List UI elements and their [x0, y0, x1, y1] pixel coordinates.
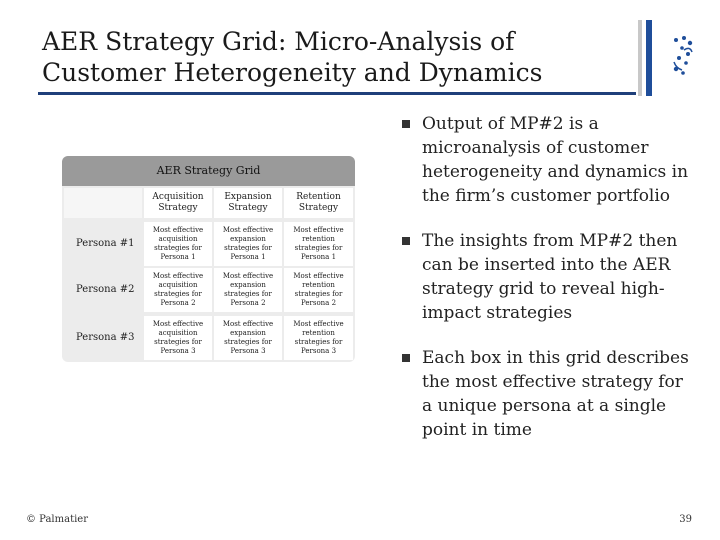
grid-cell: Most effective acquisition strategies for Persona 2 [144, 268, 212, 312]
title-underline [38, 92, 636, 95]
square-bullet-icon [402, 354, 410, 362]
bullet-item [398, 346, 690, 442]
row-label-persona-3: Persona #3 [76, 332, 135, 343]
square-bullet-icon [402, 120, 410, 128]
row-label-persona-1: Persona #1 [76, 238, 135, 249]
column-header-retention: Retention Strategy [284, 188, 353, 218]
palmatier-logo-icon [670, 34, 696, 78]
grid-cell: Most effective acquisition strategies for Persona 1 [144, 222, 212, 266]
square-bullet-icon [402, 237, 410, 245]
grid-title: AER Strategy Grid [62, 156, 355, 186]
bullet-text: Output of MP#2 is a microanalysis of customer heterogeneity and dynamics in the firm’s customer portfolio [422, 114, 689, 206]
grid-cell: Most effective retention strategies for Persona 2 [284, 268, 353, 312]
page-number: 39 [679, 514, 692, 525]
column-header-expansion: Expansion Strategy [214, 188, 282, 218]
footer-credit: © Palmatier [26, 514, 88, 525]
grid-cell: Most effective expansion strategies for Persona 1 [214, 222, 282, 266]
row-label-persona-2: Persona #2 [76, 284, 135, 295]
bullet-item [398, 112, 690, 208]
grid-cell: Most effective expansion strategies for Persona 3 [214, 316, 282, 360]
grid-cell: Most effective expansion strategies for Persona 2 [214, 268, 282, 312]
grid-cell: Most effective acquisition strategies for Persona 3 [144, 316, 212, 360]
bullet-text: Each box in this grid describes the most effective strategy for a unique persona at a single point in time [422, 348, 689, 440]
column-header-acquisition: Acquisition Strategy [144, 188, 212, 218]
bullet-list [398, 112, 690, 463]
slide-title: AER Strategy Grid: Micro-Analysis of Customer Heterogeneity and Dynamics [42, 27, 543, 87]
logo-bar-grey [638, 20, 642, 96]
bullet-text: The insights from MP#2 then can be inserted into the AER strategy grid to reveal high-impact strategies [422, 231, 678, 323]
bullet-item [398, 229, 690, 325]
grid-cell: Most effective retention strategies for Persona 1 [284, 222, 353, 266]
logo-bar-blue [646, 20, 652, 96]
grid-cell: Most effective retention strategies for Persona 3 [284, 316, 353, 360]
grid-corner-cell [64, 188, 142, 218]
